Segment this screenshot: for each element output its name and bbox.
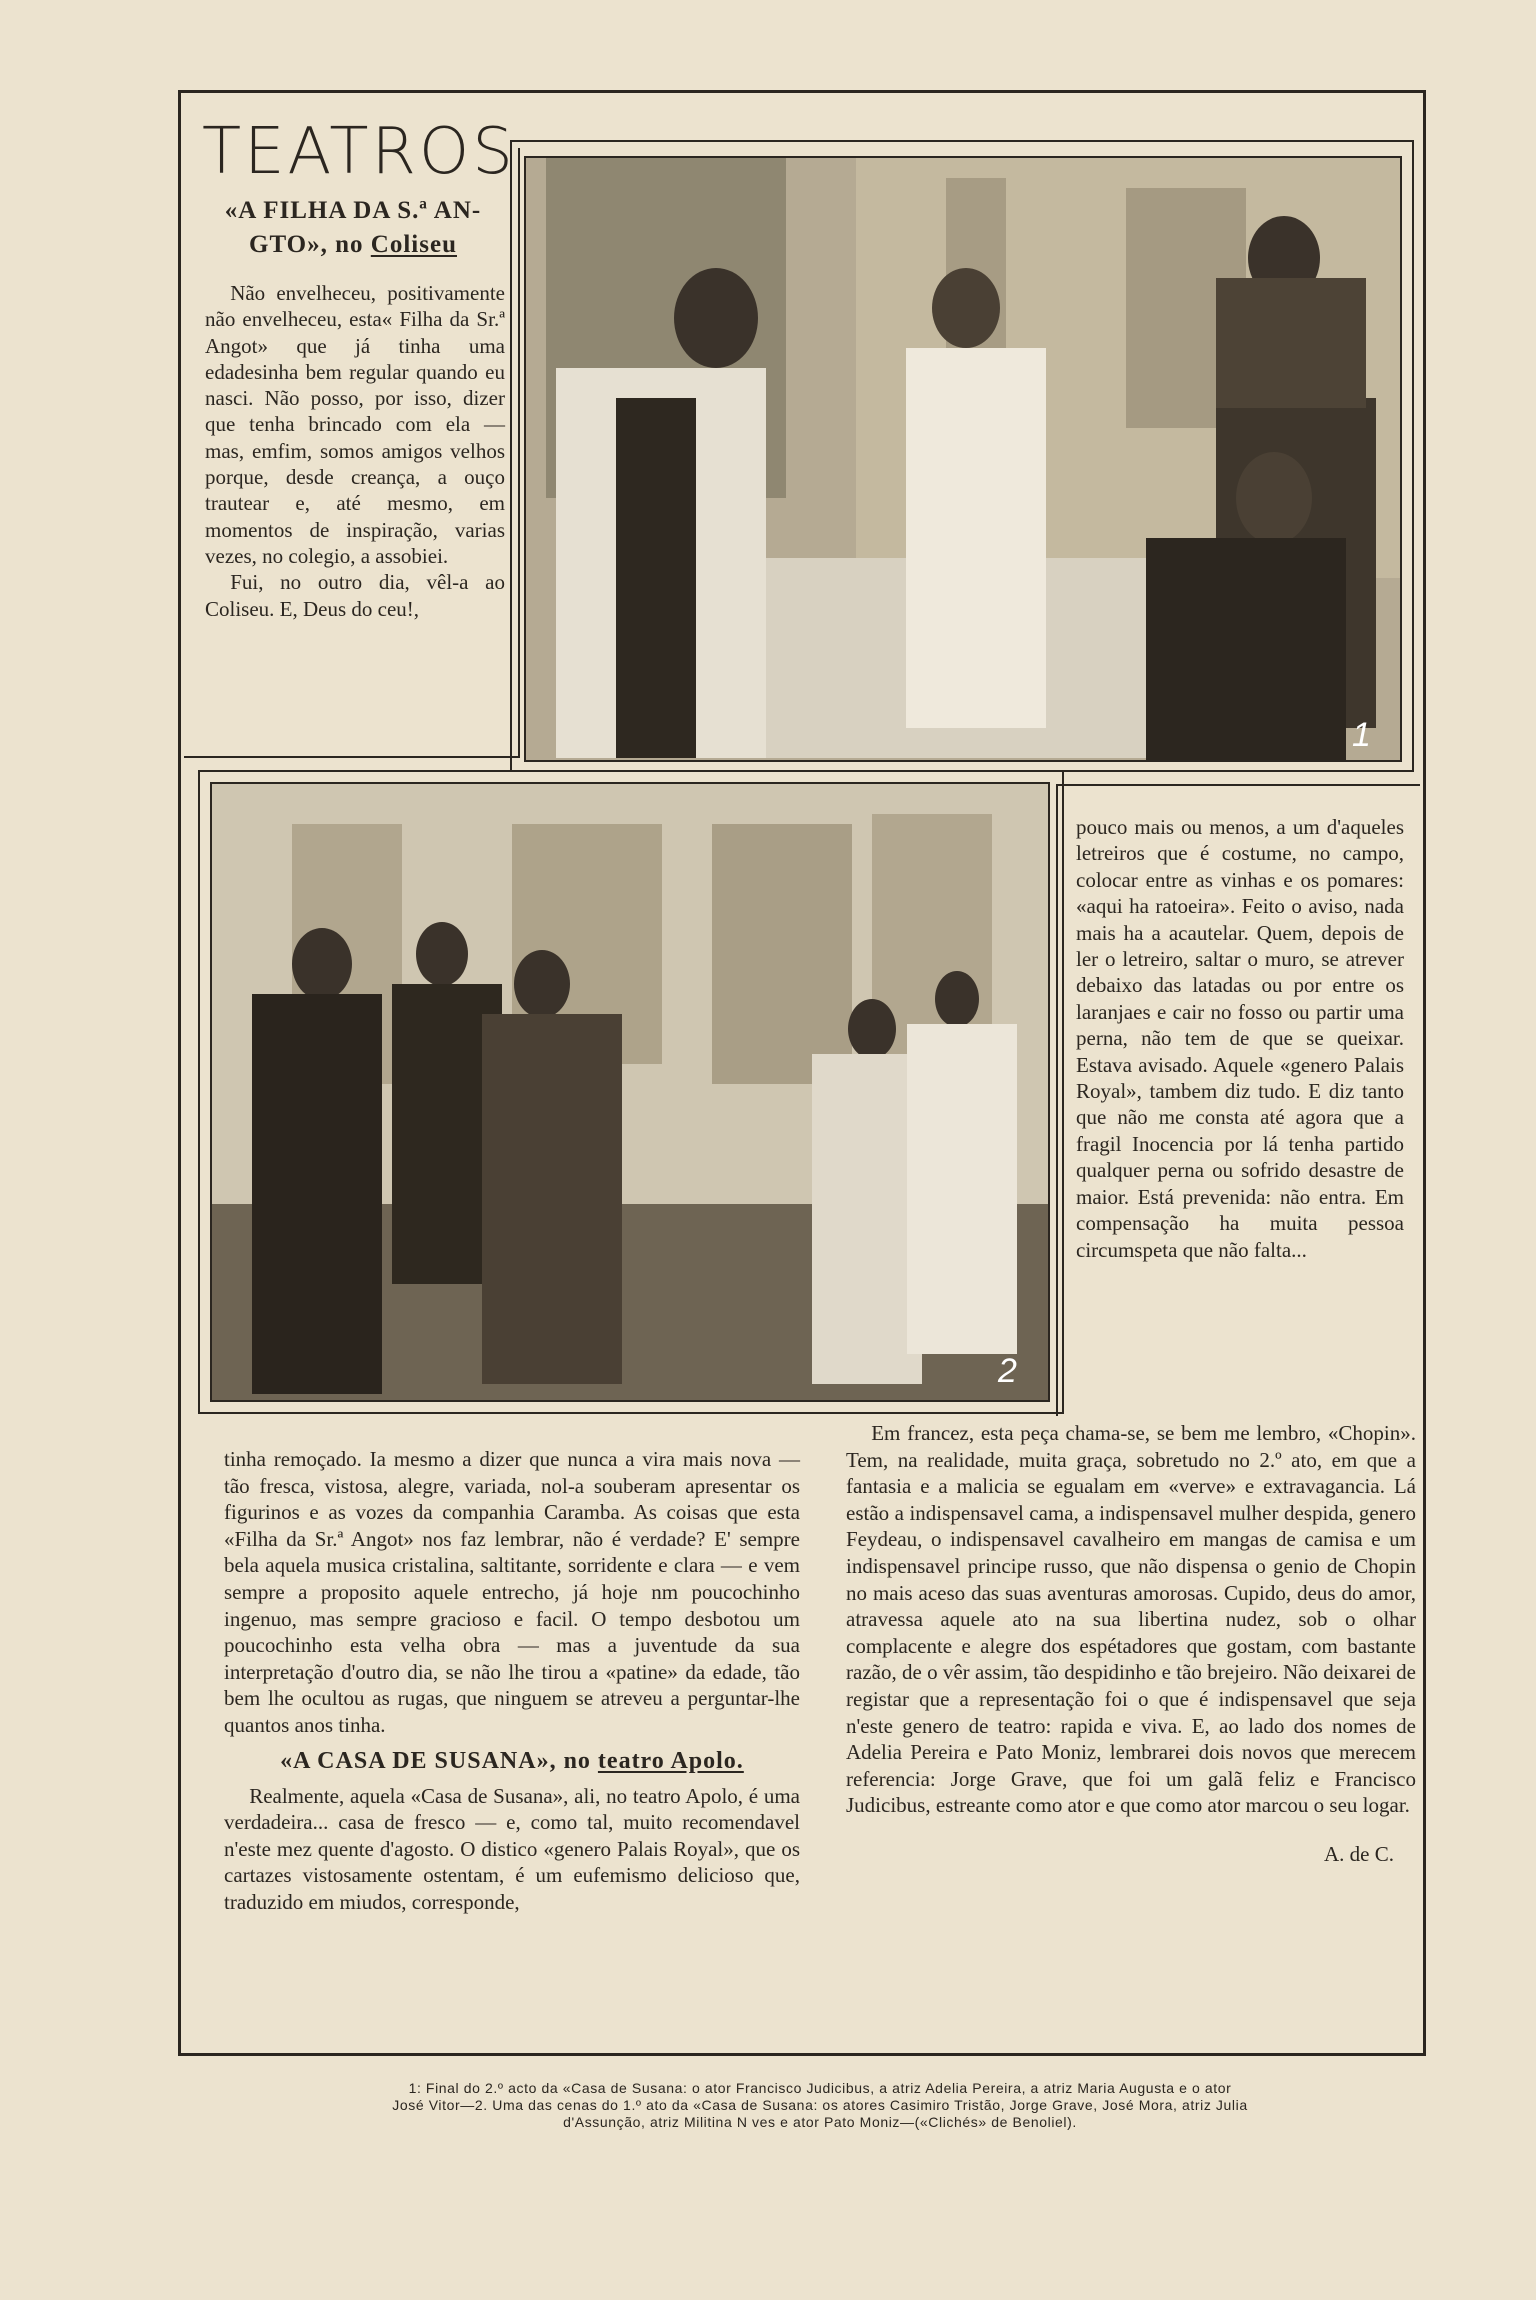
article1-continuation: tinha remoçado. Ia mesmo a dizer que nunca a vira mais nova — tão fresca, vistosa, alegre, variada, nol-a souberam apresentar os figurinos e as vozes da companhia Caramba. As coisas que esta «Filha da Sr.ª Angot» nos faz lembrar, não é verdade? E' sempre bela aquela musica cristalina, saltitante, sorridente e clara — e vem sempre a proposito aquele entrecho, já hoje nm poucochinho ingenuo, mas sempre gracioso e facil. O tempo desbotou um poucochinho esta velha obra — mas a juventude da sua interpretação d'outro dia, se não lhe tirou a «patine» da edade, tão bem lhe ocultou as rugas, que ninguem se atreveu a perguntar-lhe quantos anos tinha. bbox=[224, 1447, 800, 1737]
page-title: TEATROS bbox=[202, 115, 516, 189]
article1-heading-venue: Coliseu bbox=[370, 231, 457, 258]
article1-heading-line1: «A FILHA DA S.ª AN- bbox=[224, 197, 482, 224]
article2-right-column bbox=[1076, 814, 1404, 1263]
lower-right-column bbox=[846, 1420, 1416, 1868]
caption-line3: d'Assunção, atriz Militina N ves e ator Pato Moniz—(«Clichés» de Benoliel). bbox=[563, 2114, 1077, 2130]
lower-left-column bbox=[224, 1446, 800, 1916]
article2-paragraph3: Em francez, esta peça chama-se, se bem me lembro, «Chopin». Tem, na realidade, muita graça, sobretudo no 2.º ato, em que a fantasia e a malicia se egualam em «verve» e extravagancia. Lá estão a indispensavel cama, a indispensavel mulher despida, genero Feydeau, o indispensavel cavalheiro em mangas de camisa e um indispensavel principe russo, que não dispensa o genio de Chopin no mais aceso das suas aventuras amorosas. Cupido, deus do amor, atravessa aquele ato na sua libertina nudez, sob o olhar complacente e alegre dos espétadores que gostam, com bastante razão, de o vêr assim, tão despidinho e tão brejeiro. Não deixarei de registar que a representação foi o que é indispensavel que seja n'este genero de teatro: rapida e viva. E, ao lado dos nomes de Adelia Pereira e Pato Moniz, lembrarei dois novos que merecem referencia: Jorge Grave, que foi um galã feliz e Francisco Judicibus, estreante como ator e que como ator marcou o seu logar. bbox=[846, 1421, 1416, 1818]
article2-heading-venue: teatro Apolo. bbox=[597, 1747, 744, 1774]
photo1-number: 1 bbox=[1352, 716, 1371, 754]
caption-line1: 1: Final do 2.º acto da «Casa de Susana: o ator Francisco Judicibus, a atriz Adelia Pereira, a atriz Maria Augusta e o ator bbox=[408, 2080, 1232, 2096]
article1-heading-line2-text: GTO», no bbox=[249, 231, 371, 258]
article2-paragraph2: pouco mais ou menos, a um d'aqueles letreiros que é costume, no campo, colocar entre as vinhas e os pomares: «aqui ha ratoeira». Feito o aviso, nada mais ha a acautelar. Quem, depois de ler o letreiro, saltar o muro, se atrever debaixo das latadas ou por entre os laranjaes e cair no fosso ou partir uma perna, não tem de que se queixar. Estava avisado. Aquele «genero Palais Royal», tambem diz tudo. E diz tanto que não me consta até agora que a fragil Inocencia por lá tenha partido qualquer perna ou sofrido desastre de maior. Está prevenida: não entra. Em compensação ha muita pessoa circumspeta que não falta... bbox=[1076, 815, 1404, 1262]
header-band-top-rule bbox=[178, 90, 1423, 92]
article-signature: A. de C. bbox=[1324, 1841, 1394, 1866]
article2-paragraph1: Realmente, aquela «Casa de Susana», ali, no teatro Apolo, é uma verdadeira... casa de fresco — e, como tal, muito recomendavel n'este mez quente d'agosto. O distico «genero Palais Royal», que os cartazes vistosamente ostentam, é um eufemismo delicioso que, traduzido em miudos, corresponde, bbox=[224, 1783, 800, 1914]
photo1 bbox=[524, 156, 1402, 762]
article1-intro-paragraph: Não envelheceu, positivamente não envelheceu, esta« Filha da Sr.ª Angot» que já tinha uma edadesinha bem regular quando eu nasci. Não posso, por isso, dizer que tenha brincado com ela — mas, emfim, somos amigos velhos porque, desde creança, a ouço trautear e, até mesmo, em momentos de inspiração, varias vezes, no colegio, a assobiei. bbox=[205, 281, 505, 568]
photo2-scene bbox=[212, 784, 1048, 1400]
article1-visit-paragraph: Fui, no outro dia, vêl-a ao Coliseu. E, Deus do ceu!, bbox=[205, 570, 505, 621]
photo1-scene bbox=[526, 158, 1400, 760]
caption-line2: José Vitor—2. Uma das cenas do 1.º ato da «Casa de Susana: os atores Casimiro Tristão, Jorge Grave, José Mora, atriz Julia bbox=[392, 2097, 1248, 2113]
photo-caption bbox=[180, 2080, 1460, 2131]
article2-heading-title: «A CASA DE SUSANA», no bbox=[280, 1747, 598, 1774]
article1-intro-column bbox=[205, 280, 505, 622]
photo2-number: 2 bbox=[998, 1352, 1017, 1390]
article2-heading bbox=[224, 1745, 800, 1777]
photo2 bbox=[210, 782, 1050, 1402]
